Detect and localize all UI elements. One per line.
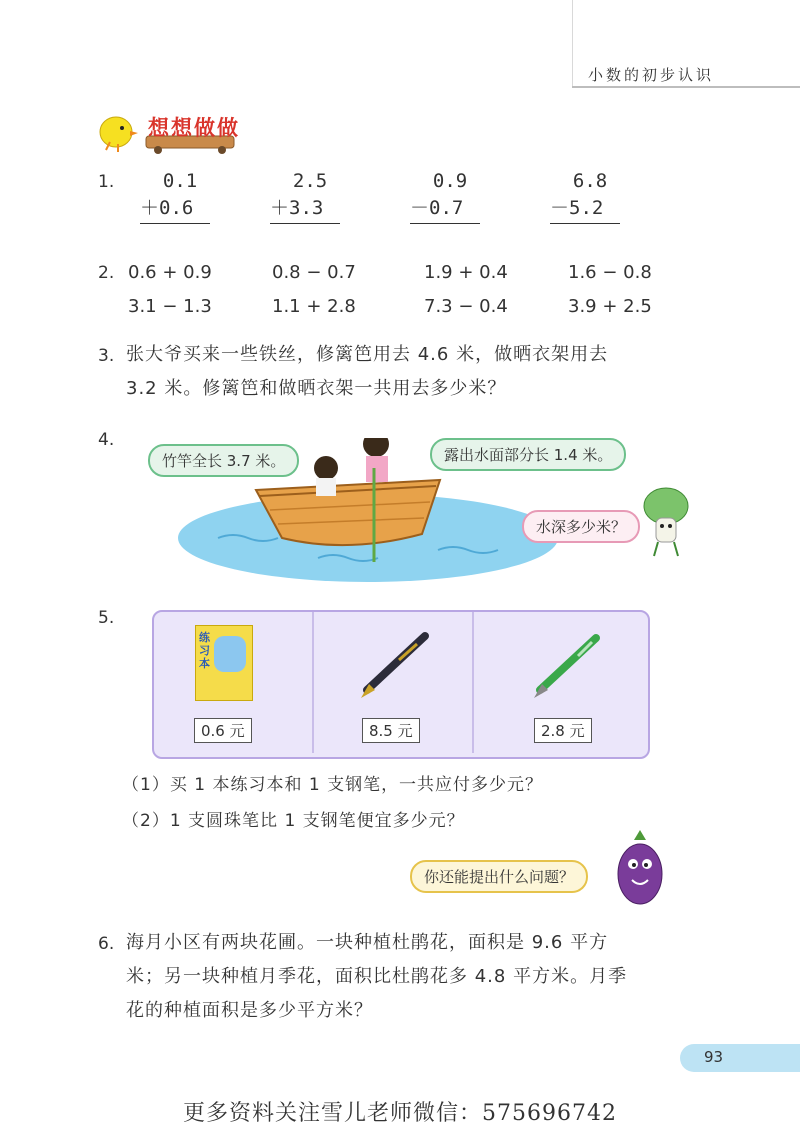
- question-number-3: 3.: [98, 346, 115, 366]
- panel-divider: [312, 612, 314, 753]
- vertical-calc-3: [410, 168, 480, 224]
- bubble-pole-length: 竹竿全长 3.7 米。: [148, 444, 299, 477]
- ballpoint-pen-icon: [528, 628, 608, 700]
- header-divider: [572, 86, 800, 88]
- expression: 3.1 − 1.3: [128, 296, 212, 317]
- text-line: 花的种植面积是多少平方米？: [126, 1000, 373, 1021]
- calc-bottom: －5.2: [550, 197, 604, 219]
- page-number-tab: [680, 1044, 800, 1072]
- bubble-more-questions: 你还能提出什么问题？: [410, 860, 588, 893]
- expression: 1.9 + 0.4: [424, 262, 508, 283]
- calc-bottom: ＋3.3: [270, 197, 324, 219]
- expression: 7.3 − 0.4: [424, 296, 508, 317]
- bubble-above-water: 露出水面部分长 1.4 米。: [430, 438, 626, 471]
- calc-top: 0.9: [410, 170, 468, 192]
- calc-top: 0.1: [140, 170, 198, 192]
- expression: 0.8 − 0.7: [272, 262, 356, 283]
- calc-bottom: －0.7: [410, 197, 464, 219]
- text-line: 张大爷买来一些铁丝，修篱笆用去 4.6 米，做晒衣架用去: [126, 344, 609, 365]
- vertical-calc-2: [270, 168, 340, 224]
- text-line: 米；另一块种植月季花，面积比杜鹃花多 4.8 平方米。月季: [126, 966, 628, 987]
- calc-line: [140, 223, 210, 224]
- fountain-pen-icon: [355, 628, 435, 700]
- calc-line: [270, 223, 340, 224]
- question-5-sub-1: （1）买 1 本练习本和 1 支钢笔，一共应付多少元？: [122, 775, 544, 795]
- eggplant-mascot-icon: [608, 828, 672, 908]
- notebook-cover-art: [214, 636, 246, 672]
- header-divider-vertical: [572, 0, 573, 88]
- calc-top: 6.8: [550, 170, 608, 192]
- notebook-label: 练习本: [199, 631, 210, 670]
- question-5-sub-2: （2）1 支圆珠笔比 1 支钢笔便宜多少元？: [122, 811, 465, 831]
- question-number-1: 1.: [98, 172, 115, 192]
- vertical-calc-4: [550, 168, 620, 224]
- footer-note: 更多资料关注雪儿老师微信：575696742: [183, 1101, 617, 1126]
- panel-divider: [472, 612, 474, 753]
- price-tag-ballpoint-pen: 2.8 元: [534, 718, 592, 743]
- question-number-6: 6.: [98, 934, 115, 954]
- question-number-5: 5.: [98, 608, 115, 628]
- notebook-icon: [195, 625, 253, 701]
- chapter-title: 小数的初步认识: [588, 66, 715, 84]
- cabbage-mascot-icon: [636, 484, 696, 560]
- question-number-4: 4.: [98, 430, 115, 450]
- expression: 1.1 + 2.8: [272, 296, 356, 317]
- vertical-calc-1: [140, 168, 210, 224]
- page-number: 93: [704, 1048, 724, 1066]
- price-tag-notebook: 0.6 元: [194, 718, 252, 743]
- bubble-water-depth: 水深多少米？: [522, 510, 640, 543]
- calc-line: [410, 223, 480, 224]
- calc-bottom: ＋0.6: [140, 197, 194, 219]
- question-6-text: [126, 926, 627, 1028]
- question-number-2: 2.: [98, 263, 115, 283]
- question-3-text: [126, 338, 608, 406]
- calc-top: 2.5: [270, 170, 328, 192]
- text-line: 3.2 米。修篱笆和做晒衣架一共用去多少米？: [126, 378, 507, 399]
- expression: 0.6 + 0.9: [128, 262, 212, 283]
- calc-line: [550, 223, 620, 224]
- section-title: 想想做做: [148, 116, 240, 140]
- text-line: 海月小区有两块花圃。一块种植杜鹃花，面积是 9.6 平方: [126, 932, 609, 953]
- expression: 1.6 − 0.8: [568, 262, 652, 283]
- expression: 3.9 + 2.5: [568, 296, 652, 317]
- price-tag-fountain-pen: 8.5 元: [362, 718, 420, 743]
